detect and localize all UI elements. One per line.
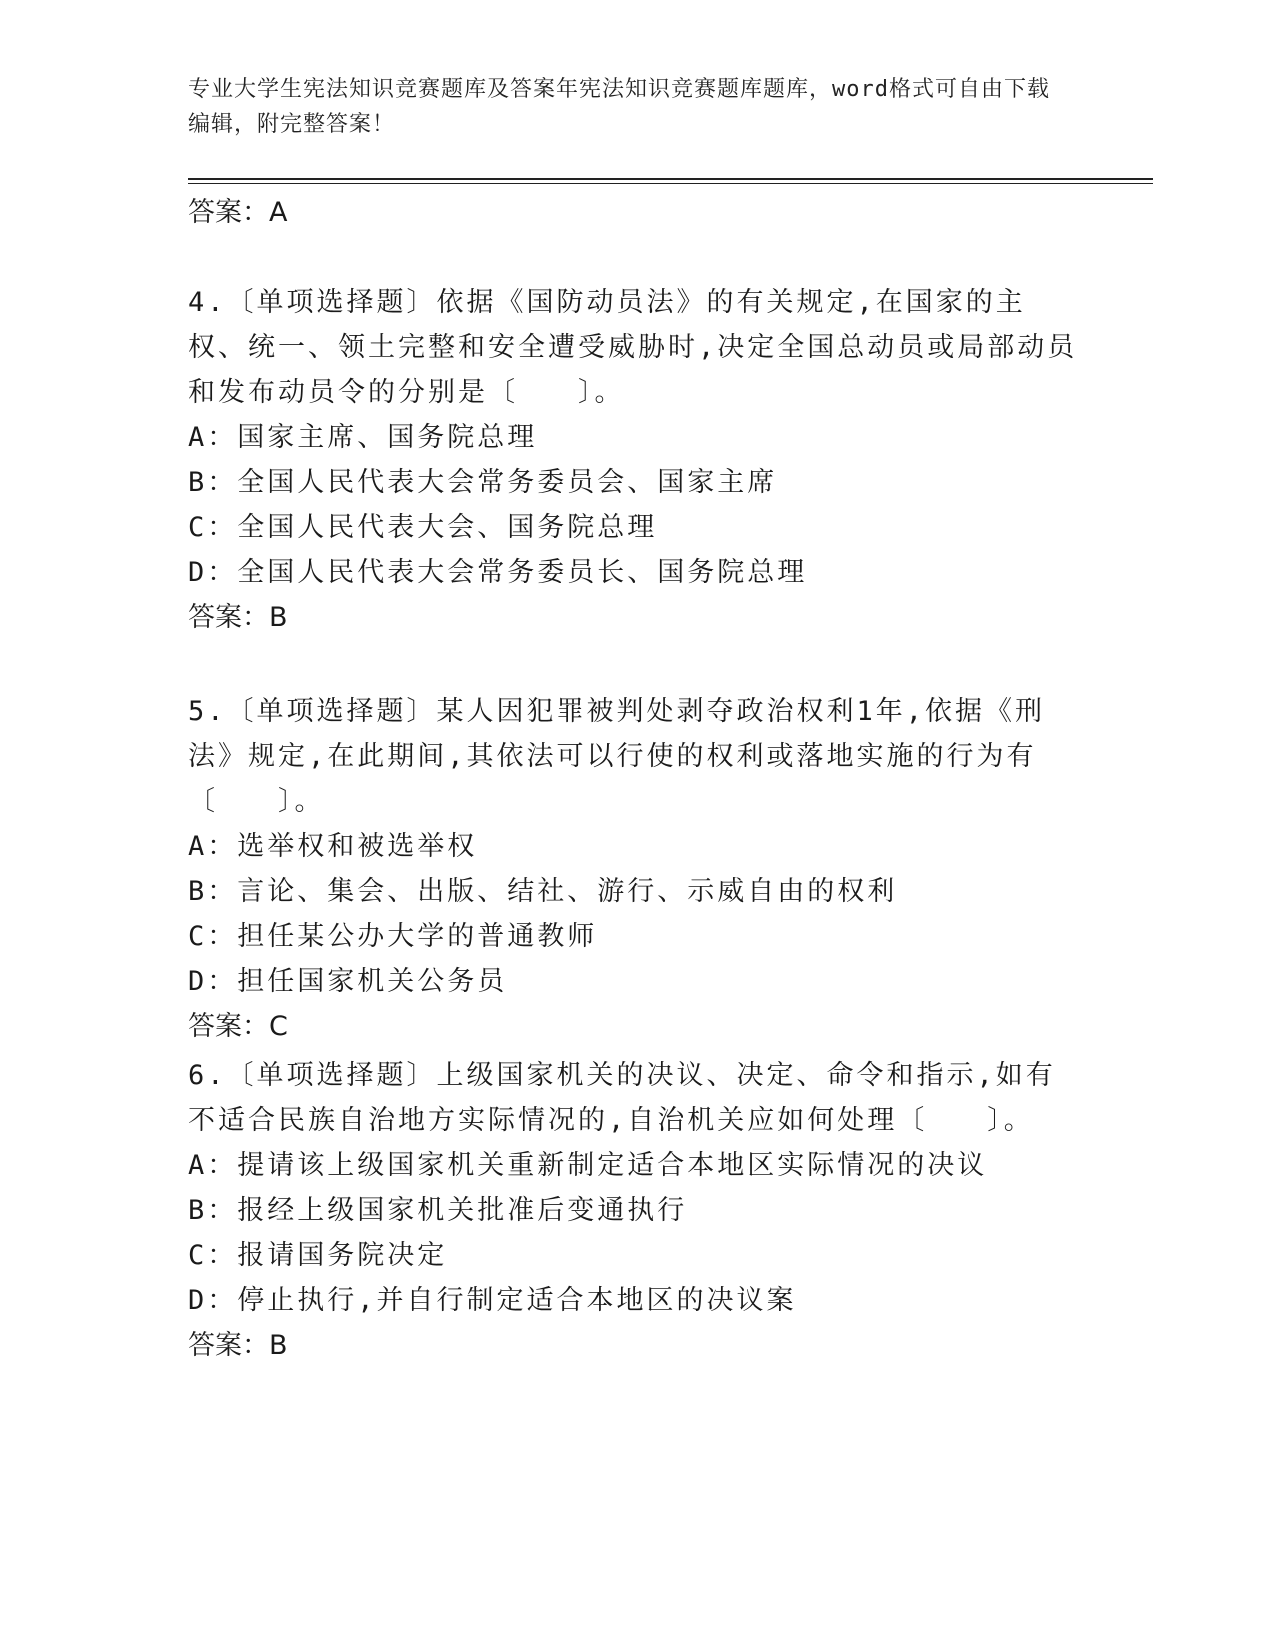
- previous-answer: 答案：A: [188, 197, 288, 228]
- question-4: [188, 280, 1078, 641]
- option-a: A：提请该上级国家机关重新制定适合本地区实际情况的决议: [188, 1150, 988, 1181]
- question-stem: 4.〔单项选择题〕依据《国防动员法》的有关规定,在国家的主权、统一、领土完整和安全遭受威胁时,决定全国总动员或局部动员和发布动员令的分别是〔 〕。: [188, 287, 1078, 408]
- option-a: A：国家主席、国务院总理: [188, 422, 538, 453]
- option-c: C：担任某公办大学的普通教师: [188, 921, 598, 952]
- question-stem: 6.〔单项选择题〕上级国家机关的决议、决定、命令和指示,如有不适合民族自治地方实际情况的,自治机关应如何处理〔 〕。: [188, 1060, 1056, 1136]
- question-answer: 答案：B: [188, 1330, 288, 1361]
- option-a: A：选举权和被选举权: [188, 831, 478, 862]
- question-5: [188, 689, 1078, 1050]
- option-d: D：停止执行,并自行制定适合本地区的决议案: [188, 1285, 797, 1316]
- header-divider-thin: [188, 183, 1153, 184]
- option-c: C：全国人民代表大会、国务院总理: [188, 512, 658, 543]
- option-b: B：言论、集会、出版、结社、游行、示威自由的权利: [188, 876, 898, 907]
- option-d: D：全国人民代表大会常务委员长、国务院总理: [188, 557, 808, 588]
- header-divider-thick: [188, 178, 1153, 180]
- option-b: B：报经上级国家机关批准后变通执行: [188, 1195, 688, 1226]
- question-answer: 答案：C: [188, 1011, 288, 1042]
- option-c: C：报请国务院决定: [188, 1240, 448, 1271]
- option-b: B：全国人民代表大会常务委员会、国家主席: [188, 467, 778, 498]
- option-d: D：担任国家机关公务员: [188, 966, 508, 997]
- question-6: [188, 1053, 1078, 1369]
- question-stem: 5.〔单项选择题〕某人因犯罪被判处剥夺政治权利1年,依据《刑法》规定,在此期间,其依法可以行使的权利或落地实施的行为有〔 〕。: [188, 696, 1046, 817]
- question-answer: 答案：B: [188, 602, 288, 633]
- page-header: 专业大学生宪法知识竞赛题库及答案年宪法知识竞赛题库题库，word格式可自由下载编辑，附完整答案！: [188, 77, 1050, 137]
